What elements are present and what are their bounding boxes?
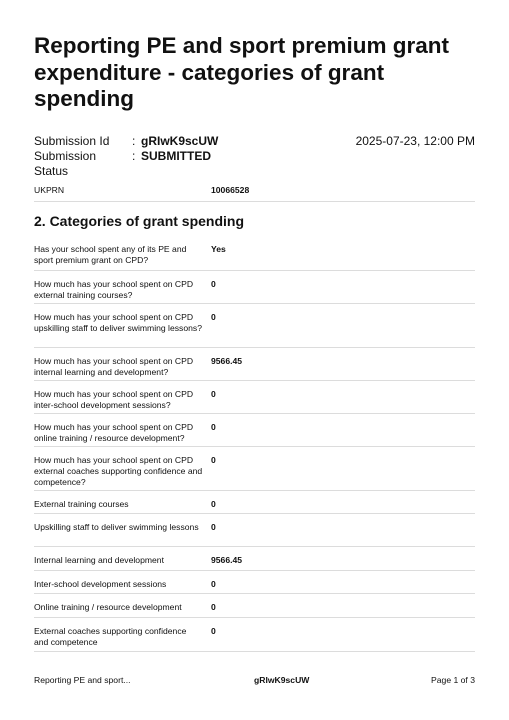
- qa-row: [34, 271, 475, 304]
- question-text: How much has your school spent on CPD internal learning and development?: [34, 356, 194, 378]
- question-text: How much has your school spent on CPD inter-school development sessions?: [34, 389, 194, 411]
- submission-status-label: Submission Status: [34, 149, 97, 178]
- answer-value: 0: [211, 499, 216, 509]
- answer-value: 0: [211, 602, 216, 612]
- qa-row: [34, 348, 475, 381]
- question-text: How much has your school spent on CPD external training courses?: [34, 279, 194, 301]
- qa-row: [34, 618, 475, 652]
- answer-value: 0: [211, 312, 216, 322]
- page-footer: [34, 675, 475, 687]
- question-text: External training courses: [34, 499, 129, 509]
- question-text: Inter-school development sessions: [34, 579, 167, 589]
- qa-row: [34, 547, 475, 571]
- submission-meta: [34, 134, 475, 178]
- question-text: External coaches supporting confidence and competence: [34, 626, 187, 648]
- answer-value: 0: [211, 455, 216, 465]
- qa-row: [34, 414, 475, 447]
- qa-row: [34, 571, 475, 594]
- submission-status-separator: :: [132, 149, 136, 163]
- question-text: How much has your school spent on CPD online training / resource development?: [34, 422, 194, 444]
- qa-row: [34, 594, 475, 618]
- question-text: Online training / resource development: [34, 602, 182, 612]
- question-text: How much has your school spent on CPD external coaches supporting confidence and competence?: [34, 455, 203, 488]
- footer-document-name: Reporting PE and sport...: [34, 675, 131, 685]
- footer-submission-id: gRIwK9scUW: [254, 675, 310, 685]
- qa-row: [34, 447, 475, 491]
- submission-id-separator: :: [132, 134, 136, 148]
- submission-datetime: 2025-07-23, 12:00 PM: [355, 134, 475, 148]
- answer-value: 0: [211, 626, 216, 636]
- ukprn-row: [34, 178, 475, 202]
- qa-row: [34, 381, 475, 414]
- ukprn-value: 10066528: [211, 185, 250, 195]
- answer-value: 0: [211, 389, 216, 399]
- qa-row: [34, 304, 475, 348]
- question-text: Internal learning and development: [34, 555, 164, 565]
- question-text: Has your school spent any of its PE and sport premium grant on CPD?: [34, 244, 187, 266]
- submission-status-row: [34, 149, 475, 178]
- submission-status-value: SUBMITTED: [141, 149, 211, 163]
- qa-row: [34, 236, 475, 271]
- answer-value: Yes: [211, 244, 226, 254]
- submission-id-label: Submission Id: [34, 134, 110, 148]
- submission-id-value: gRIwK9scUW: [141, 134, 219, 148]
- answer-value: 0: [211, 422, 216, 432]
- ukprn-label: UKPRN: [34, 185, 65, 195]
- answer-value: 9566.45: [211, 555, 243, 565]
- qa-table: [34, 236, 475, 652]
- qa-row: [34, 491, 475, 514]
- question-text: Upskilling staff to deliver swimming lessons: [34, 522, 199, 532]
- answer-value: 0: [211, 522, 216, 532]
- section-title: 2. Categories of grant spending: [34, 213, 245, 229]
- question-text: How much has your school spent on CPD upskilling staff to deliver swimming lessons?: [34, 312, 202, 334]
- document-title: Reporting PE and sport premium grant expenditure - categories of grant spending: [34, 33, 450, 111]
- qa-row: [34, 514, 475, 547]
- answer-value: 9566.45: [211, 356, 243, 366]
- footer-page-number: Page 1 of 3: [431, 675, 475, 685]
- answer-value: 0: [211, 279, 216, 289]
- answer-value: 0: [211, 579, 216, 589]
